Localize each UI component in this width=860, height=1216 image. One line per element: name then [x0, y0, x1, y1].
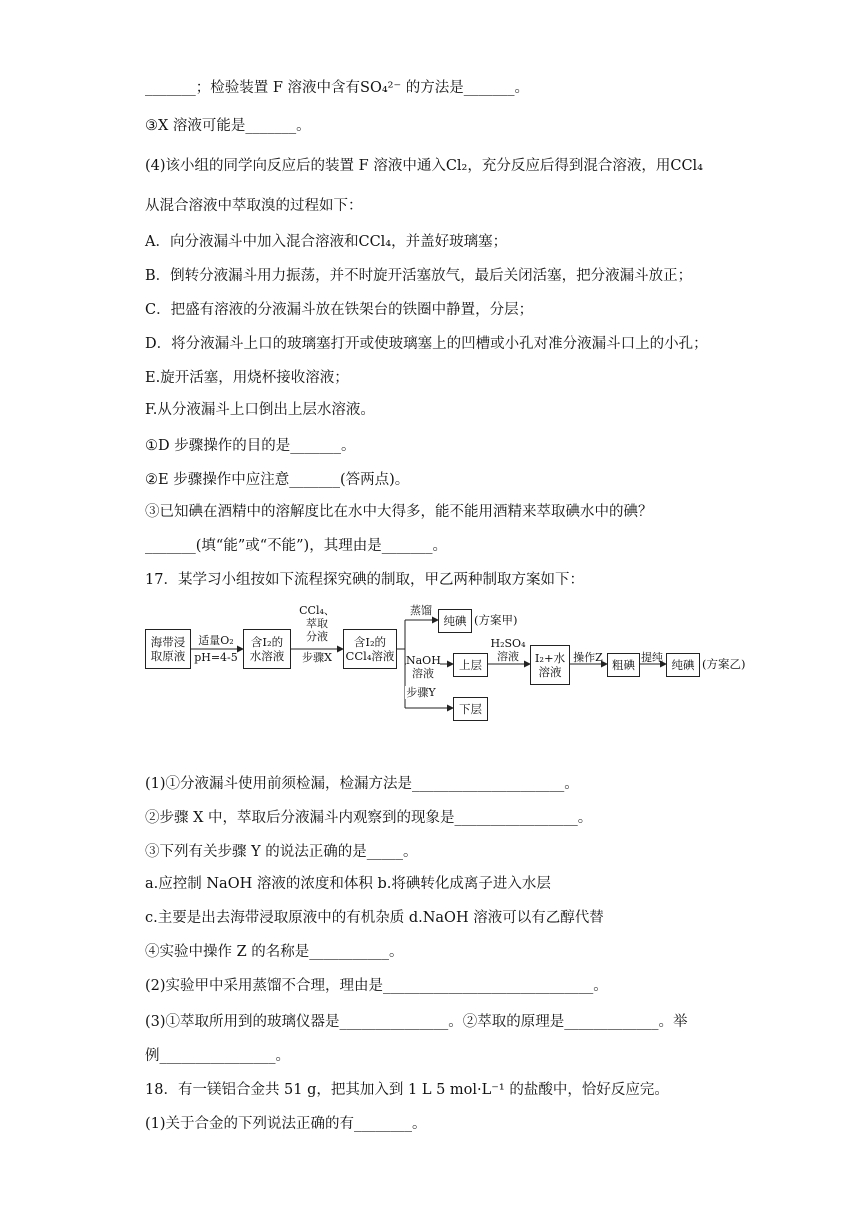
text-line: 例________________。: [145, 1048, 290, 1064]
text-line: (2)实验甲中采用蒸馏不合理，理由是_____________________________。: [145, 978, 608, 994]
flow-label-naoh: NaOH 溶液: [406, 654, 441, 680]
text-line: D．将分液漏斗上口的玻璃塞打开或使玻璃塞上的凹槽或小孔对准分液漏斗口上的小孔；: [145, 336, 708, 352]
flow-box-iodine-water: 含I₂的 水溶液: [243, 629, 291, 669]
flow-box-lower-layer: 下层: [453, 697, 488, 721]
text-line: ④实验中操作 Z 的名称是___________。: [145, 944, 404, 960]
text-line: 17．某学习小组按如下流程探究碘的制取，甲乙两种制取方案如下：: [145, 572, 584, 588]
flow-label-distill: 蒸馏: [410, 604, 432, 617]
text-line: ②E 步骤操作中应注意_______(答两点)。: [145, 472, 410, 488]
flow-label-purify: 提纯: [641, 651, 663, 664]
flow-note-plan-b: (方案乙): [702, 657, 746, 671]
flow-box-crude-iodine: 粗碘: [607, 653, 640, 677]
text-line: F.从分液漏斗上口倒出上层水溶液。: [145, 402, 375, 418]
flow-box-kelp-extract: 海带浸 取原液: [145, 629, 191, 669]
flow-label-op-z: 操作Z: [573, 651, 603, 664]
text-line: a.应控制 NaOH 溶液的浓度和体积 b.将碘转化成离子进入水层: [145, 876, 551, 892]
text-line: C．把盛有溶液的分液漏斗放在铁架台的铁圈中静置，分层；: [145, 302, 534, 318]
flow-box-upper-layer: 上层: [453, 653, 488, 677]
text-line: (1)①分液漏斗使用前须检漏，检漏方法是_____________________。: [145, 776, 579, 792]
text-line: (4)该小组的同学向反应后的装置 F 溶液中通入Cl₂，充分反应后得到混合溶液，用CCl₄: [145, 158, 703, 174]
text-line: c.主要是出去海带浸取原液中的有机杂质 d.NaOH 溶液可以有乙醇代替: [145, 910, 604, 926]
flow-label-step-x: 步骤X: [302, 651, 332, 664]
text-line: (3)①萃取所用到的玻璃仪器是_______________。②萃取的原理是_____________。举: [145, 1014, 688, 1030]
flow-box-pure-iodine-b: 纯碘: [666, 653, 700, 677]
text-line: _______(填“能”或“不能”)，其理由是_______。: [145, 538, 447, 554]
flow-label-ph: pH=4-5: [194, 651, 238, 664]
text-line: ②步骤 X 中，萃取后分液漏斗内观察到的现象是_________________。: [145, 810, 593, 826]
text-line: _______；检验装置 F 溶液中含有SO₄²⁻ 的方法是_______。: [145, 80, 529, 96]
flow-note-plan-a: (方案甲): [474, 613, 518, 627]
flow-label-h2so4: H₂SO₄ 溶液: [490, 637, 526, 663]
text-line: ①D 步骤操作的目的是_______。: [145, 438, 356, 454]
text-line: 18．有一镁铝合金共 51 g，把其加入到 1 L 5 mol·L⁻¹ 的盐酸中，恰好反应完。: [145, 1082, 669, 1098]
text-line: 从混合溶液中萃取溴的过程如下：: [145, 198, 363, 214]
flow-label-step-y: 步骤Y: [406, 686, 436, 699]
flow-box-iodine-water-2: I₂+水 溶液: [530, 645, 570, 685]
text-line: A．向分液漏斗中加入混合溶液和CCl₄，并盖好玻璃塞；: [145, 234, 508, 250]
text-line: B．倒转分液漏斗用力振荡，并不时旋开活塞放气，最后关闭活塞，把分液漏斗放正；: [145, 268, 693, 284]
text-line: ③下列有关步骤 Y 的说法正确的是_____。: [145, 844, 418, 860]
text-line: ③已知碘在酒精中的溶解度比在水中大得多，能不能用酒精来萃取碘水中的碘？: [145, 504, 653, 520]
flow-label-ccl4-extract: CCl₄、 萃取 分液: [299, 604, 335, 643]
text-line: E.旋开活塞，用烧杯接收溶液；: [145, 370, 349, 386]
flow-box-pure-iodine-a: 纯碘: [438, 609, 472, 633]
text-line: ③X 溶液可能是_______。: [145, 118, 311, 134]
text-line: (1)关于合金的下列说法正确的有________。: [145, 1116, 427, 1132]
flow-box-iodine-ccl4: 含I₂的 CCl₄溶液: [343, 629, 397, 669]
flow-label-o2: 适量O₂: [198, 634, 234, 647]
